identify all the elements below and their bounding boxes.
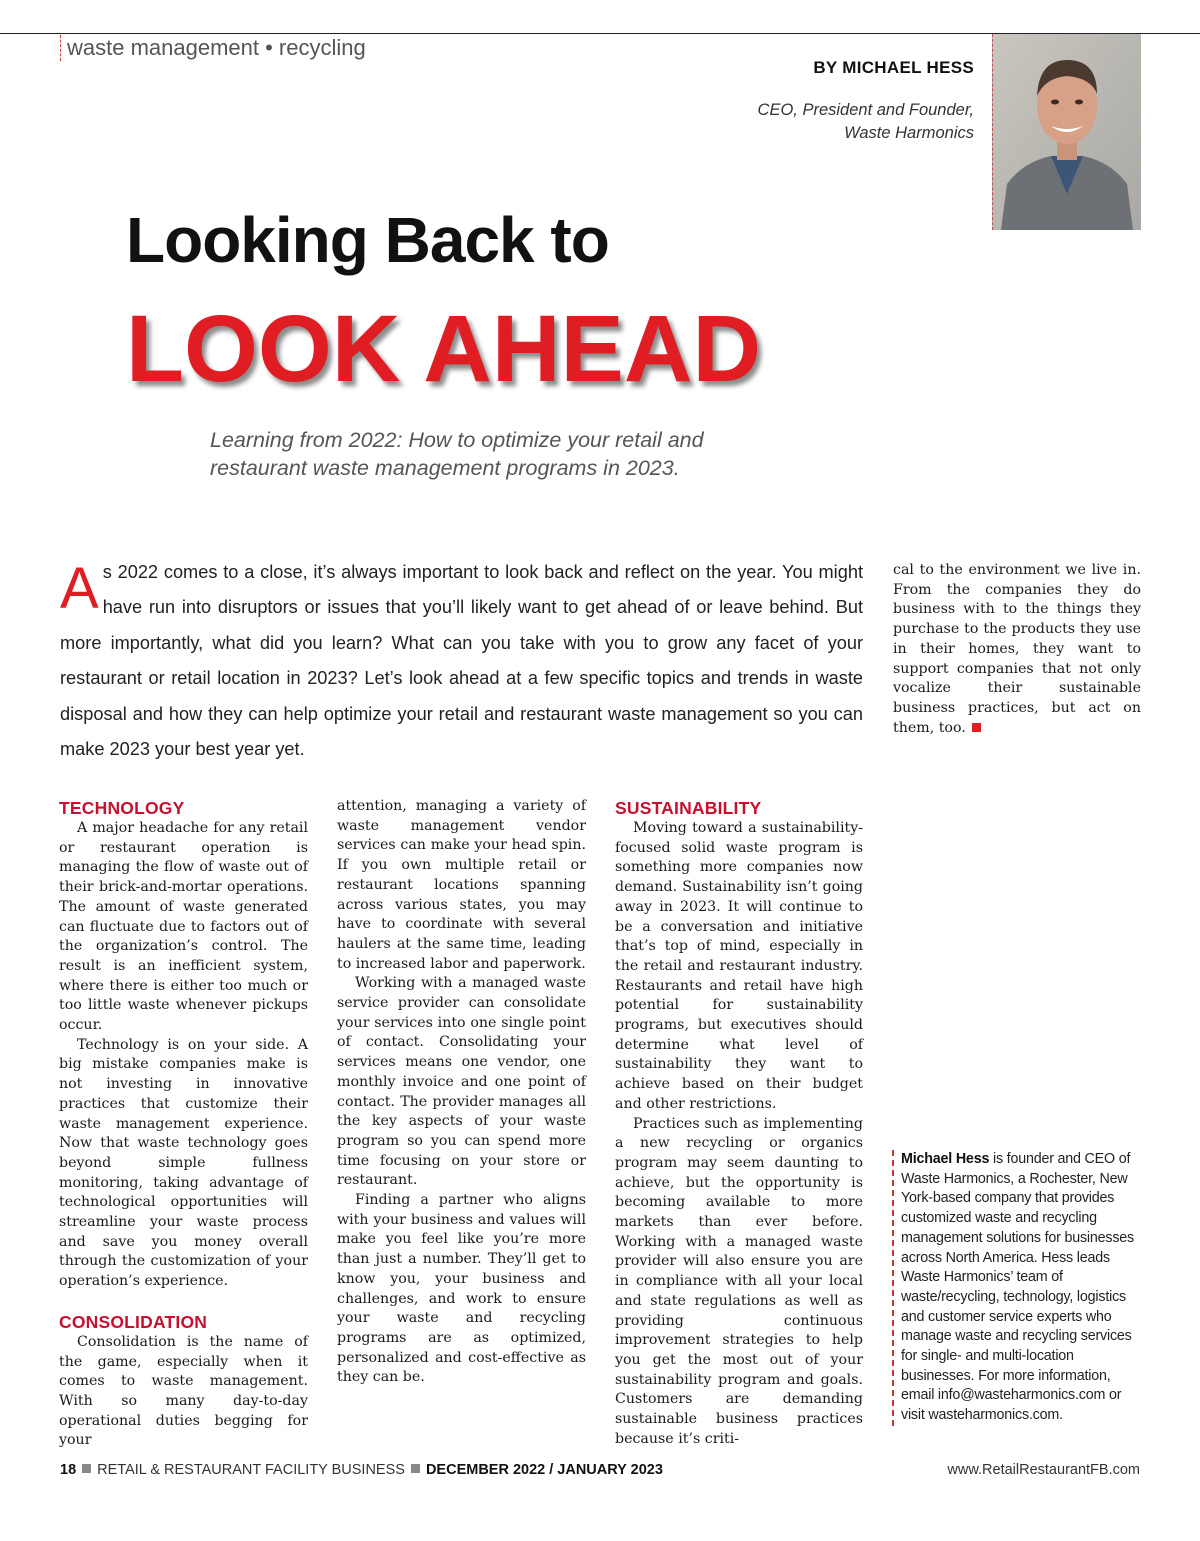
publication-name: RETAIL & RESTAURANT FACILITY BUSINESS xyxy=(97,1462,405,1478)
page-number: 18 xyxy=(60,1462,77,1478)
deck-line2: restaurant waste management programs in 2023. xyxy=(210,456,680,480)
intro-text: s 2022 comes to a close, it’s always important to look back and reflect on the year. You might have run into disruptors or issues that you’ll likely want to get ahead of or leave behind. But more importantly, what did you learn? What can you take with you to grow any facet of your restaurant or retail location in 2023? Let’s look ahead at a few specific topics and trends in waste disposal and how they can help optimize your retail and restaurant waste management so you can make 2023 your best year yet. xyxy=(60,562,863,760)
heading-technology: TECHNOLOGY xyxy=(59,798,185,818)
author-title xyxy=(758,99,974,145)
sustainability-paragraph-1: Moving toward a sustainability-focused solid waste program is something more companies now demand. Sustainability isn’t going away in 2023. It will continue to be a conversation and initiative that’s top of mind, especially in the retail and restaurant industry. Restaurants and retail have high potential for sustainability programs, but executives should determine what level of sustainability they want to achieve based on their budget and other restrictions. xyxy=(615,820,863,1112)
technology-paragraph-1: A major headache for any retail or restaurant operation is managing the flow of waste out of their brick-and-mortar operations. The amount of waste generated can fluctuate due to factors out of the organization’s control. The result is an inefficient system, where there is either too much or too little waste whenever pickups occur. xyxy=(59,820,308,1034)
heading-sustainability: SUSTAINABILITY xyxy=(615,798,762,818)
column-4 xyxy=(893,561,1141,738)
author-title-line2: Waste Harmonics xyxy=(844,124,974,142)
separator-square-icon xyxy=(82,1464,91,1473)
drop-cap: A xyxy=(60,556,99,621)
column-2 xyxy=(337,797,586,1388)
page-footer xyxy=(60,1460,1140,1480)
sustainability-paragraph-2-continued xyxy=(893,561,1141,738)
bio-text: is founder and CEO of Waste Harmonics, a Rochester, New York-based company that provides customized waste and recycling management solutions for businesses across North America. Hess leads Waste Harmonics’ team of waste/recycling, technology, logistics and customer service experts who manage waste and recycling services for single- and multi-location businesses. For more information, email info@wasteharmonics.com or visit wasteharmonics.com. xyxy=(901,1151,1135,1424)
section-tag: waste management • recycling xyxy=(60,35,366,61)
consolidation-paragraph-3: Finding a partner who aligns with your business and values will make you feel like you’re more than just a number. They’ll get to know you, your business and challenges, and work to ensure your waste and recycling programs are as optimized, personalized and cost-effective as they can be. xyxy=(337,1192,586,1386)
technology-paragraph-2: Technology is on your side. A big mistake companies make is not investing in innovative practices that customize their waste management experience. Now that waste technology goes beyond simple fullness monitoring, taking advantage of technological opportunities will streamline your waste process and save you money overall through the customization of your operation’s experience. xyxy=(59,1036,308,1290)
sustainability-continued-text: cal to the environment we live in. From the companies they do business with to the things they purchase to the products they use in their homes, they want to support companies that not only vocalize their sustainable business practices, but act on them, too. xyxy=(893,562,1141,736)
deck-line1: Learning from 2022: How to optimize your retail and xyxy=(210,428,704,452)
consolidation-paragraph-1b: attention, managing a variety of waste management vendor services can make your head spin. If you own multiple retail or restaurant locations spanning across various states, you may have to coordinate with several haulers at the same time, leading to increased labor and paperwork. xyxy=(337,798,586,972)
deck xyxy=(210,426,830,482)
headline-line2: LOOK AHEAD xyxy=(126,296,762,402)
separator-square-icon xyxy=(411,1464,420,1473)
end-mark-icon xyxy=(972,723,981,732)
author-bio xyxy=(892,1150,1146,1426)
author-portrait-illustration xyxy=(993,34,1141,230)
column-1 xyxy=(59,797,308,1451)
sustainability-paragraph-2: Practices such as implementing a new recycling or organics program may seem daunting to achieve, but the opportunity is becoming available to more markets than ever before. Working with a managed waste provider will also ensure you are in compliance with all your local and state regulations as well as providing continuous improvement strategies to help you get the most out of your sustainability program and goals. Customers are demanding sustainable business practices because it’s criti- xyxy=(615,1115,863,1447)
website-url: www.RetailRestaurantFB.com xyxy=(947,1462,1140,1478)
bio-name: Michael Hess xyxy=(901,1151,990,1167)
heading-consolidation: CONSOLIDATION xyxy=(59,1311,208,1332)
byline: BY MICHAEL HESS xyxy=(813,58,974,77)
author-photo xyxy=(992,34,1141,230)
intro-paragraph xyxy=(60,555,863,767)
consolidation-paragraph-1a: Consolidation is the name of the game, especially when it comes to waste management. With so many day-to-day operational duties begging for your xyxy=(59,1333,308,1449)
consolidation-paragraph-2: Working with a managed waste service provider can consolidate your services into one single point of contact. Consolidating your services means one vendor, one monthly invoice and one point of contact. The provider manages all the key aspects of your waste program so you can spend more time focusing on your store or restaurant. xyxy=(337,975,586,1189)
headline-line1: Looking Back to xyxy=(126,204,609,276)
author-title-line1: CEO, President and Founder, xyxy=(757,101,974,119)
column-3 xyxy=(615,797,863,1450)
issue-date: DECEMBER 2022 / JANUARY 2023 xyxy=(425,1462,663,1478)
